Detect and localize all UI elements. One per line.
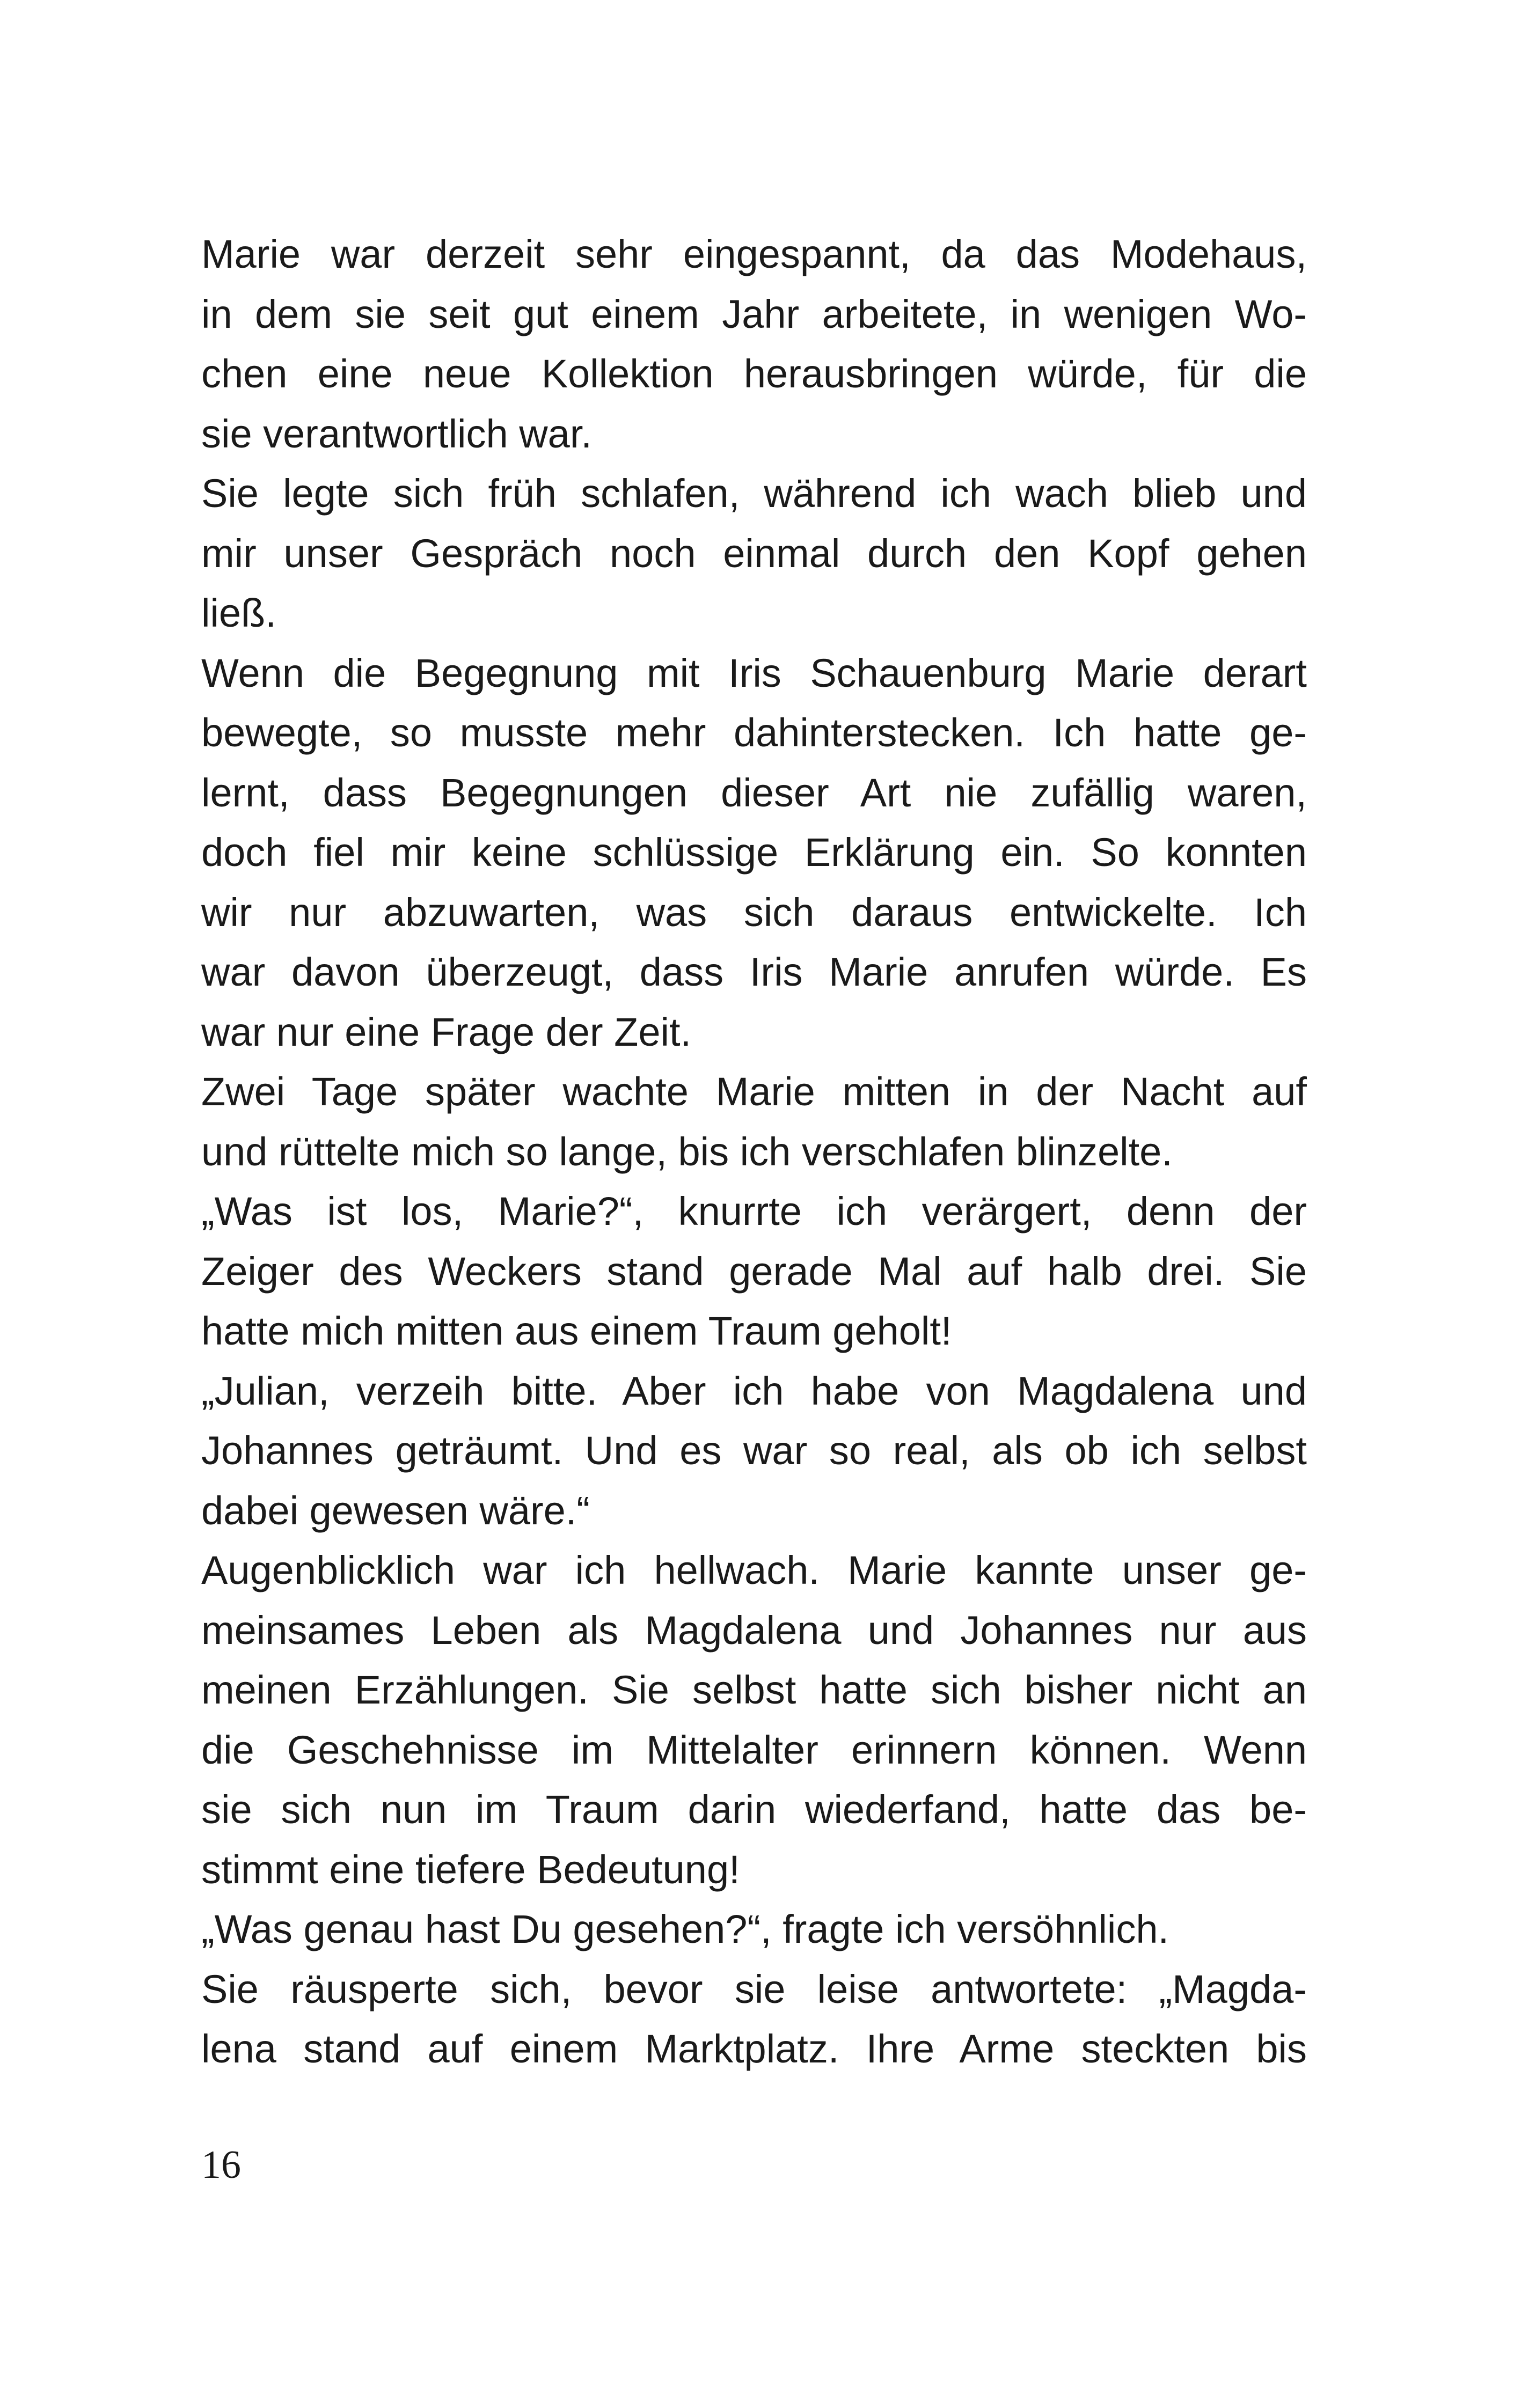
- text-line: Sie räusperte sich, bevor sie leise antwortete: „Magda-: [201, 1966, 1307, 2011]
- text-line: „Was ist los, Marie?“, knurrte ich verärgert, denn der: [201, 1189, 1307, 1234]
- text-line: lena stand auf einem Marktplatz. Ihre Arme steckten bis: [201, 2027, 1307, 2071]
- text-line: „Was genau hast Du gesehen?“, fragte ich versöhnlich.: [201, 1907, 1169, 1951]
- text-line: Wenn die Begegnung mit Iris Schauenburg Marie derart: [201, 650, 1307, 695]
- text-line: Johannes geträumt. Und es war so real, als ob ich selbst: [201, 1428, 1307, 1473]
- page-number: 16: [201, 2143, 241, 2187]
- text-line: sie verantwortlich war.: [201, 411, 592, 456]
- text-line: war nur eine Frage der Zeit.: [201, 1009, 692, 1054]
- text-line: Zeiger des Weckers stand gerade Mal auf halb drei. Sie: [201, 1249, 1307, 1294]
- text-line: doch fiel mir keine schlüssige Erklärung ein. So konnten: [201, 830, 1307, 875]
- text-line: chen eine neue Kollektion herausbringen würde, für die: [201, 351, 1307, 396]
- text-line: Augenblicklich war ich hellwach. Marie kannte unser ge-: [201, 1548, 1307, 1592]
- text-line: lernt, dass Begegnungen dieser Art nie zufällig waren,: [201, 770, 1307, 815]
- text-line: sie sich nun im Traum darin wiederfand, hatte das be-: [201, 1787, 1307, 1832]
- text-line: meinsames Leben als Magdalena und Johannes nur aus: [201, 1607, 1307, 1653]
- text-line: war davon überzeugt, dass Iris Marie anrufen würde. Es: [201, 950, 1307, 994]
- text-line: Zwei Tage später wachte Marie mitten in der Nacht auf: [201, 1069, 1307, 1114]
- text-line: hatte mich mitten aus einem Traum geholt!: [201, 1309, 952, 1353]
- text-line: in dem sie seit gut einem Jahr arbeitete, in wenigen Wo-: [201, 291, 1307, 336]
- text-line: ließ.: [201, 591, 276, 635]
- text-line: Sie legte sich früh schlafen, während ich wach blieb und: [201, 471, 1307, 516]
- text-line: „Julian, verzeih bitte. Aber ich habe von Magdalena und: [201, 1368, 1307, 1413]
- text-line: mir unser Gespräch noch einmal durch den Kopf gehen: [201, 531, 1307, 576]
- text-line: stimmt eine tiefere Bedeutung!: [201, 1847, 740, 1892]
- body-text: [201, 224, 1307, 2079]
- text-line: und rüttelte mich so lange, bis ich verschlafen blinzelte.: [201, 1129, 1173, 1174]
- text-line: bewegte, so musste mehr dahinterstecken. Ich hatte ge-: [201, 710, 1307, 755]
- text-line: die Geschehnisse im Mittelalter erinnern können. Wenn: [201, 1727, 1307, 1772]
- text-line: Marie war derzeit sehr eingespannt, da das Modehaus,: [201, 232, 1307, 276]
- text-line: meinen Erzählungen. Sie selbst hatte sich bisher nicht an: [201, 1668, 1307, 1712]
- text-line: wir nur abzuwarten, was sich daraus entwickelte. Ich: [201, 890, 1307, 935]
- text-line: dabei gewesen wäre.“: [201, 1488, 590, 1533]
